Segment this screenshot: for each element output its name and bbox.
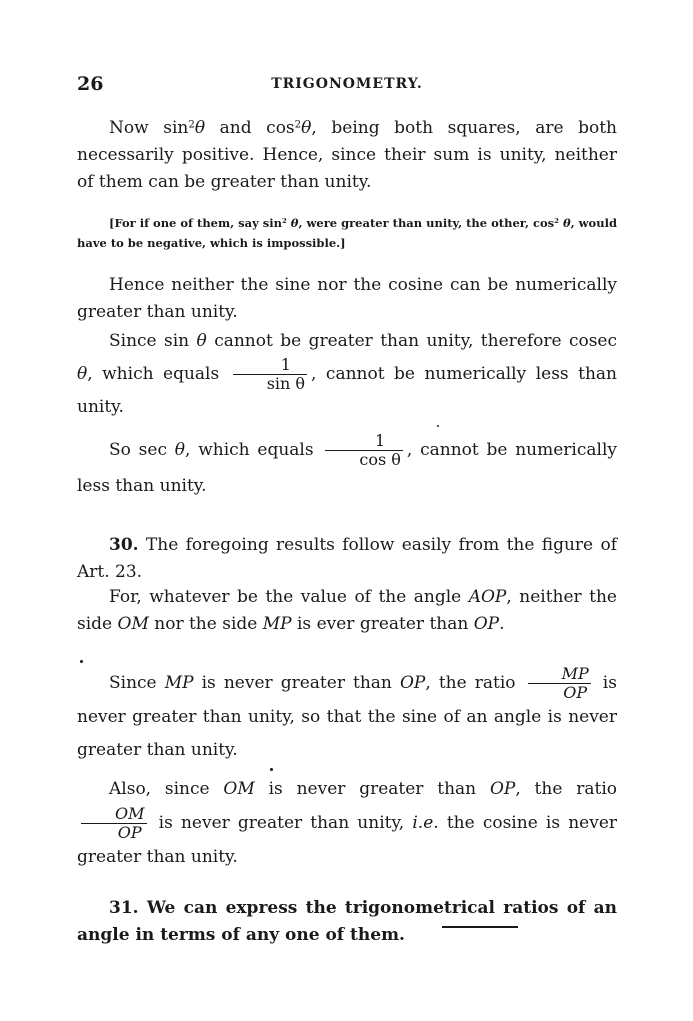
ink-speck	[437, 425, 439, 427]
fraction-mp-over-op: $\frac{MP}{OP}$	[528, 666, 591, 701]
paragraph-cosine-ratio: Also, since OM is never greater than OP, the ratio $\frac{OM}{OP}$ is never greater than unity, i.e. the cosine is never greater than unity.	[77, 779, 618, 867]
ink-speck	[270, 768, 273, 771]
article-31: 31. We can express the trigonometrical ratios of an angle in terms of any one of them.	[77, 898, 617, 945]
ink-speck	[80, 660, 83, 663]
article-number-31: 31.	[109, 898, 139, 918]
paragraph-sine-cosine-bound: Hence neither the sine nor the cosine can be numerically greater than unity.	[77, 275, 617, 322]
article-30: 30. The foregoing results follow easily from the figure of Art. 23.	[77, 535, 617, 582]
running-title: TRIGONOMETRY.	[271, 76, 423, 92]
paragraph-cosec-bound: Since sin θ cannot be greater than unity, therefore cosec θ, which equals $\frac{1}{\text{sin θ}}$ , cannot be numerically less than unity.	[77, 331, 618, 417]
paragraph-sides-of-triangle: For, whatever be the value of the angle AOP, neither the side OM nor the side MP is ever greater than OP.	[77, 587, 617, 634]
bracketed-note: [For if one of them, say $\sin^2 \theta$, were greater than unity, the other, $\cos^2 \theta$, would have to be negative, which is impossible.]	[77, 216, 617, 250]
paragraph-squares-positive: Now $\sin^2\theta$ and $\cos^2\theta$, being both squares, are both necessarily positive. Hence, since their sum is unity, neither of them can be greater than unity.	[77, 118, 617, 192]
pencil-underline-mark	[442, 926, 518, 928]
fraction-om-over-op: $\frac{OM}{OP}$	[81, 806, 147, 841]
paragraph-sine-ratio: Since MP is never greater than OP, the ratio $\frac{MP}{OP}$ is never greater than unity, so that the sine of an angle is never greater than unity.	[77, 664, 617, 760]
article-number-30: 30.	[109, 535, 139, 555]
fraction-one-over-cos: $\frac{1}{\text{cos θ}}$	[325, 433, 403, 468]
page-number: 26	[77, 73, 104, 95]
page-header	[77, 73, 617, 99]
fraction-one-over-sin: $\frac{1}{\text{sin θ}}$	[233, 357, 307, 392]
paragraph-sec-bound: So sec θ, which equals $\frac{1}{\text{cos θ}}$ , cannot be numerically less than unity.	[77, 431, 617, 496]
